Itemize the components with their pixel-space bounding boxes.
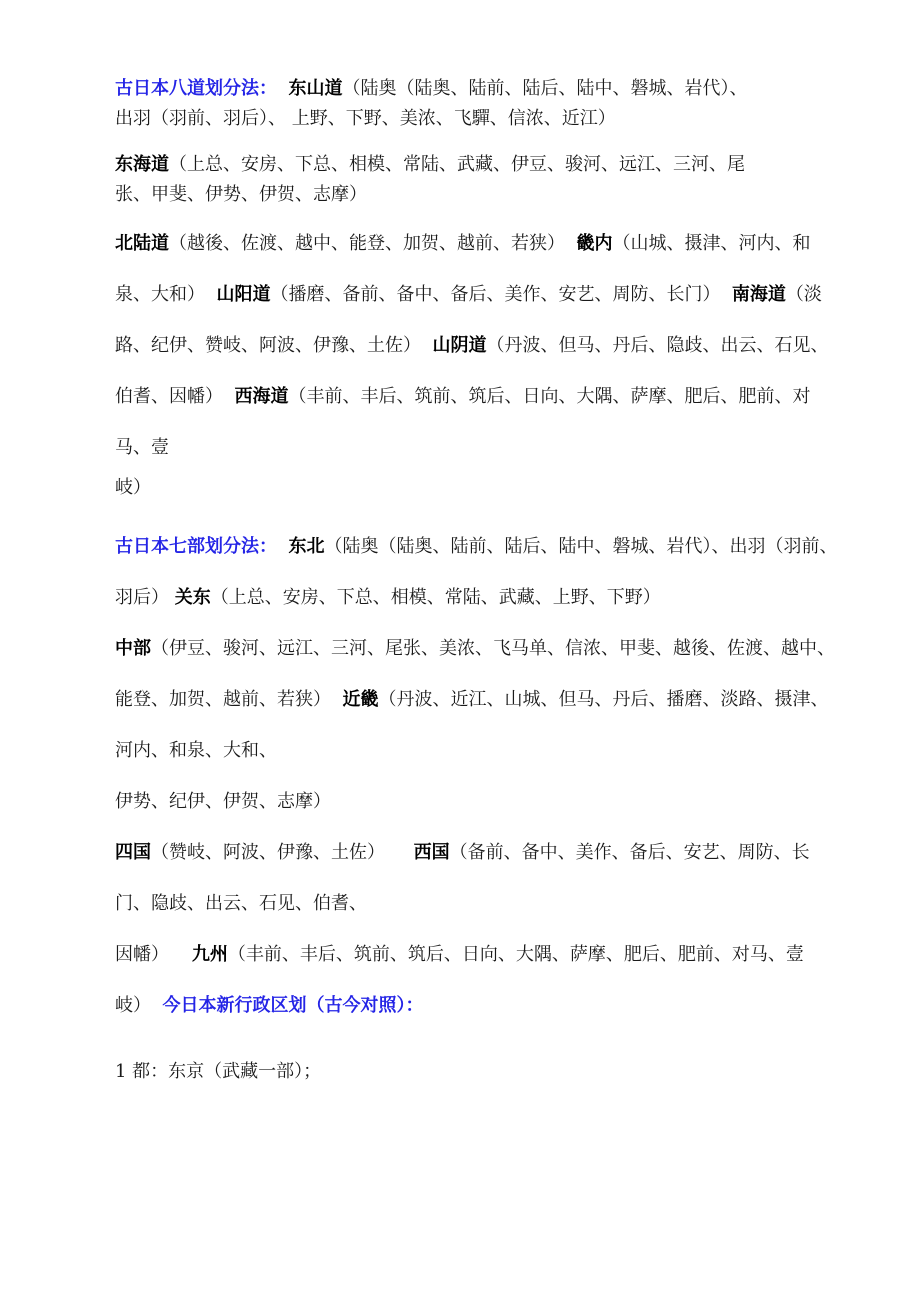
shikoku-text: （赞岐、阿波、伊豫、土佐） [151,842,385,863]
tosando-text-2: 出羽（羽前、羽后）、 上野、下野、美浓、飞驒、信浓、近江） [115,108,616,129]
document-body [115,74,845,1087]
kanto-text: （上总、安房、下总、相模、常陆、武藏、上野、下野） [210,587,661,608]
seven-regions-heading: 古日本七部划分法： [115,536,277,557]
kinki-text-2: 伊势、纪伊、伊贺、志摩） [115,791,331,812]
tohoku-name: 东北 [288,536,325,557]
shikoku-name: 四国 [115,842,151,863]
tokaido-text-2: 张、甲斐、伊势、伊贺、志摩） [115,184,367,205]
saninodo-text: （丹波、但马、丹后、隐歧、出云、石见、伯耆、因幡） [115,335,829,407]
seven-regions [115,521,845,1031]
chubu-name: 中部 [115,638,151,659]
eight-roads-tokaido [115,150,845,210]
kinai-name: 畿内 [576,233,613,254]
nankaido-name: 南海道 [731,284,786,305]
sanyodo-text: （播磨、备前、备中、备后、美作、安艺、周防、长门） [270,284,721,305]
saigoku-text-2: 因幡） [115,944,169,965]
saikaido-tail [115,473,845,503]
saikaido-name: 西海道 [234,386,289,407]
tosando-text-1: （陆奥（陆奥、陆前、陆后、陆中、磐城、岩代）、 [342,78,748,99]
eight-roads-rest [115,218,845,473]
nankaido-text: （淡路、纪伊、赞岐、阿波、伊豫、土佐） [115,284,822,356]
saikaido-text-2: 岐） [115,477,151,498]
tohoku-text: （陆奥（陆奥、陆前、陆后、陆中、磐城、岩代）、出羽（羽前、羽后） [115,536,838,608]
tokaido-text-1: （上总、安房、下总、相模、常陆、武藏、伊豆、骏河、远江、三河、尾 [169,154,745,175]
eight-roads-tosando [115,74,845,134]
kyushu-name: 九州 [191,944,228,965]
tokaido-name: 东海道 [115,154,169,175]
hokurikudo-text: （越後、佐渡、越中、能登、加贺、越前、若狭） [169,233,565,254]
list-item [115,1057,845,1087]
kinki-text-1: （丹波、近江、山城、但马、丹后、播磨、淡路、摄津、河内、和泉、大和、 [115,689,829,761]
eight-roads-heading: 古日本八道划分法： [115,78,277,99]
kanto-name: 关东 [174,587,211,608]
new-division-heading: 今日本新行政区划（古今对照）： [162,995,424,1016]
sanyodo-name: 山阳道 [216,284,271,305]
hokurikudo-name: 北陆道 [115,233,169,254]
kinai-text: （山城、摄津、河内、和泉、大和） [115,233,811,305]
saninodo-name: 山阴道 [432,335,487,356]
saikaido-text-1: （丰前、丰后、筑前、筑后、日向、大隅、萨摩、肥后、肥前、对马、壹 [115,386,811,458]
kinki-name: 近畿 [342,689,379,710]
saigoku-text-1: （备前、备中、美作、备后、安艺、周防、长门、隐歧、出云、石见、伯耆、 [115,842,810,914]
saigoku-name: 西国 [413,842,450,863]
kyushu-text: （丰前、丰后、筑前、筑后、日向、大隅、萨摩、肥后、肥前、对马、壹岐） [115,944,804,1016]
tosando-name: 东山道 [288,78,343,99]
chubu-text: （伊豆、骏河、远江、三河、尾张、美浓、飞马单、信浓、甲斐、越後、佐渡、越中、能登、加贺、越前、若狭） [115,638,835,710]
list-item-1: 1 都：东京（武藏一部）； [115,1061,322,1082]
